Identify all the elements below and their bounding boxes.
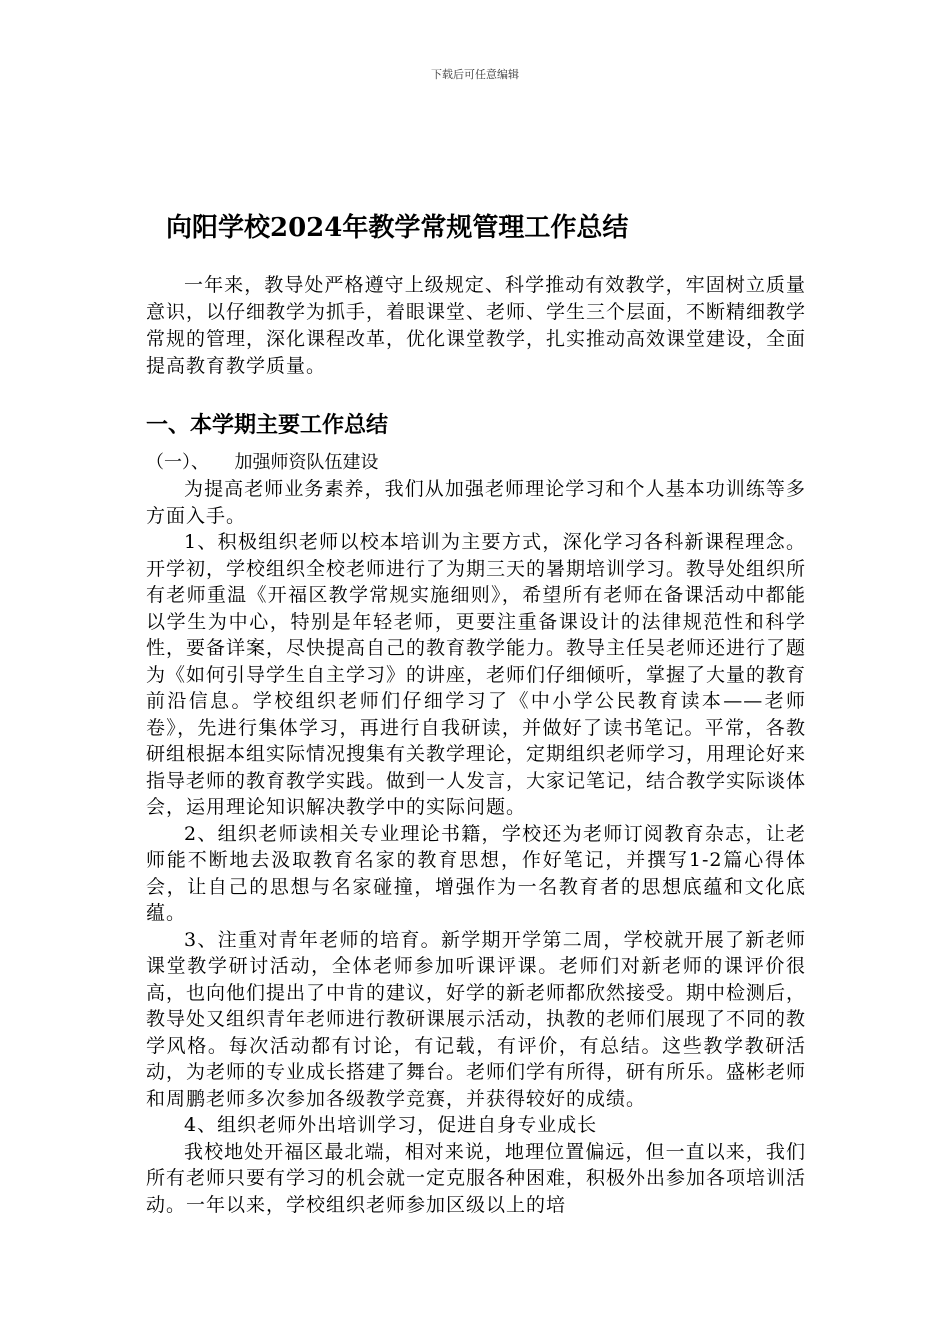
body-paragraph: 1、积极组织老师以校本培训为主要方式，深化学习各科新课程理念。开学初，学校组织全校老师进行了为期三天的暑期培训学习。教导处组织所有老师重温《开福区教学常规实施细则》，希望所有老师在备课活动中都能以学生为中心，特别是年轻老师，更要注重备课设计的法律规范性和科学性，要备详案，尽快提高自己的教育教学能力。教导主任吴老师还进行了题为《如何引导学生自主学习》的讲座，老师们仔细倾听，掌握了大量的教育前沿信息。学校组织老师们仔细学习了《中小学公民教育读本——老师卷》，先进行集体学习，再进行自我研读，并做好了读书笔记。平常，各教研组根据本组实际情况搜集有关教学理论，定期组织老师学习，用理论好来指导老师的教育教学实践。做到一人发言，大家记笔记，结合教学实际谈体会，运用理论知识解决教学中的实际问题。 [146,531,807,818]
body-paragraph: 我校地处开福区最北端，相对来说，地理位置偏远，但一直以来，我们所有老师只要有学习的机会就一定克服各种困难，积极外出参加各项培训活动。一年以来，学校组织老师参加区级以上的培 [146,1140,807,1216]
page-header-note: 下载后可任意编辑 [431,68,519,81]
subsection-title: 加强师资队伍建设 [234,452,379,473]
subsection-heading [146,450,806,476]
document-body [146,450,806,1218]
section-heading: 一、本学期主要工作总结 [146,412,389,438]
body-paragraph: 为提高老师业务素养，我们从加强老师理论学习和个人基本功训练等多方面入手。 [146,478,806,527]
subsection-number: （一）、 [146,452,209,473]
document-title: 向阳学校2024年教学常规管理工作总结 [166,213,629,243]
body-paragraph: 4、组织老师外出培训学习，促进自身专业成长 [184,1114,598,1136]
intro-paragraph: 一年来，教导处严格遵守上级规定、科学推动有效教学，牢固树立质量意识，以仔细教学为抓手，着眼课堂、老师、学生三个层面，不断精细教学常规的管理，深化课程改革，优化课堂教学，扎实推动高效课堂建设，全面提高教育教学质量。 [146,274,807,377]
body-paragraph: 2、组织老师读相关专业理论书籍，学校还为老师订阅教育杂志，让老师能不断地去汲取教育名家的教育思想，作好笔记，并撰写1-2篇心得体会，让自己的思想与名家碰撞，增强作为一名教育者的思想底蕴和文化底蕴。 [146,822,806,924]
body-paragraph: 3、注重对青年老师的培育。新学期开学第二周，学校就开展了新老师课堂教学研讨活动，全体老师参加听课评课。老师们对新老师的课评价很高，也向他们提出了中肯的建议，好学的新老师都欣然接受。期中检测后，教导处又组织青年老师进行教研课展示活动，执教的老师们展现了不同的教学风格。每次活动都有讨论，有记载，有评价，有总结。这些教学教研活动，为老师的专业成长搭建了舞台。老师们学有所得，研有所乐。盛彬老师和周鹏老师多次参加各级教学竞赛，并获得较好的成绩。 [146,928,807,1110]
